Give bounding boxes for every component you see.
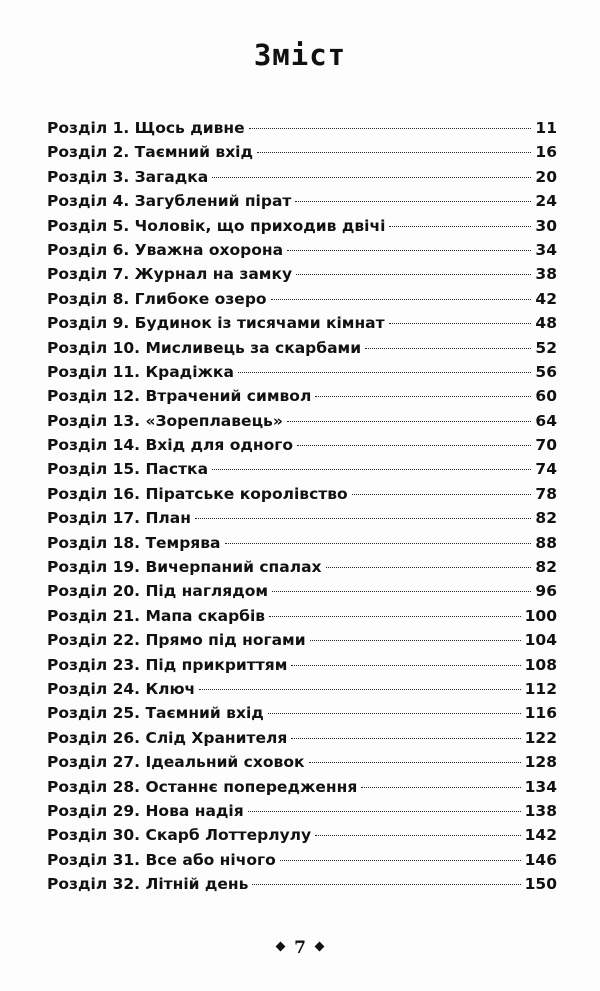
chapter-title: Розділ 12. Втрачений символ [47, 387, 312, 406]
chapter-page-number: 82 [535, 558, 557, 577]
chapter-title: Розділ 3. Загадка [47, 167, 209, 186]
chapter-page-number: 74 [535, 460, 557, 479]
toc-entry [47, 433, 557, 457]
chapter-title: Розділ 6. Уважна охорона [47, 240, 284, 259]
chapter-title: Розділ 23. Під прикриттям [47, 655, 288, 674]
chapter-page-number: 34 [535, 240, 557, 259]
dot-leader [287, 421, 531, 422]
chapter-page-number: 38 [535, 265, 557, 284]
chapter-page-number: 122 [524, 728, 557, 747]
chapter-title: Розділ 25. Таємний вхід [47, 704, 264, 723]
dot-leader [296, 274, 531, 275]
chapter-title: Розділ 2. Таємний вхід [47, 143, 254, 162]
chapter-title: Розділ 8. Глибоке озеро [47, 289, 267, 308]
dot-leader [280, 860, 521, 861]
dot-leader [389, 226, 531, 227]
toc-entry [47, 140, 557, 164]
dot-leader [291, 665, 520, 666]
dot-leader [271, 299, 531, 300]
toc-entry [47, 238, 557, 262]
page-number: 7 [294, 938, 306, 958]
toc-entry [47, 506, 557, 530]
chapter-title: Розділ 28. Останнє попередження [47, 777, 358, 796]
chapter-title: Розділ 11. Крадіжка [47, 362, 234, 381]
chapter-title: Розділ 1. Щось дивне [47, 119, 245, 137]
chapter-title: Розділ 15. Пастка [47, 460, 209, 479]
toc-entry [47, 262, 557, 286]
toc-entry [47, 555, 557, 579]
dot-leader [309, 762, 521, 763]
chapter-page-number: 128 [524, 753, 557, 772]
chapter-title: Розділ 30. Скарб Лоттерлулу [47, 826, 312, 845]
dot-leader [269, 616, 521, 617]
dot-leader [365, 348, 531, 349]
dot-leader [272, 591, 531, 592]
chapter-title: Розділ 26. Слід Хранителя [47, 728, 288, 747]
chapter-title: Розділ 32. Літній день [47, 875, 249, 894]
toc-entry [47, 311, 557, 335]
chapter-page-number: 150 [524, 875, 557, 894]
dot-leader [252, 884, 520, 885]
page-title: Зміст [253, 38, 347, 72]
chapter-title: Розділ 31. Все або нічого [47, 850, 276, 869]
table-of-contents [47, 116, 557, 897]
dot-leader [257, 152, 531, 153]
dot-leader [291, 738, 520, 739]
chapter-page-number: 20 [535, 167, 557, 186]
toc-entry [47, 750, 557, 774]
chapter-page-number: 16 [535, 143, 557, 162]
toc-entry [47, 726, 557, 750]
toc-entry [47, 653, 557, 677]
chapter-title: Розділ 22. Прямо під ногами [47, 631, 306, 650]
dot-leader [326, 567, 531, 568]
dot-leader [315, 396, 531, 397]
toc-entry [47, 579, 557, 603]
toc-entry [47, 384, 557, 408]
chapter-page-number: 88 [535, 533, 557, 552]
chapter-page-number: 96 [535, 582, 557, 601]
toc-entry [47, 116, 557, 140]
diamond-ornament-icon [276, 942, 286, 952]
toc-entry [47, 604, 557, 628]
toc-entry [47, 214, 557, 238]
chapter-page-number: 142 [524, 826, 557, 845]
dot-leader [295, 201, 531, 202]
chapter-page-number: 64 [535, 411, 557, 430]
toc-entry [47, 482, 557, 506]
toc-entry [47, 189, 557, 213]
dot-leader [212, 469, 531, 470]
toc-entry [47, 701, 557, 725]
chapter-title: Розділ 13. «Зореплавець» [47, 411, 283, 430]
chapter-page-number: 138 [524, 801, 557, 820]
toc-entry [47, 848, 557, 872]
chapter-title: Розділ 20. Під наглядом [47, 582, 269, 601]
chapter-page-number: 100 [524, 606, 557, 625]
chapter-page-number: 24 [535, 192, 557, 211]
chapter-title: Розділ 10. Мисливець за скарбами [47, 338, 362, 357]
diamond-ornament-icon [314, 942, 324, 952]
toc-entry [47, 799, 557, 823]
dot-leader [287, 250, 531, 251]
chapter-page-number: 112 [524, 679, 557, 698]
chapter-page-number: 60 [535, 387, 557, 406]
chapter-page-number: 70 [535, 436, 557, 455]
toc-entry [47, 409, 557, 433]
chapter-page-number: 48 [535, 314, 557, 333]
chapter-page-number: 104 [524, 631, 557, 650]
chapter-title: Розділ 16. Піратське королівство [47, 484, 348, 503]
dot-leader [361, 787, 520, 788]
chapter-title: Розділ 4. Загублений пірат [47, 192, 292, 211]
chapter-title: Розділ 14. Вхід для одного [47, 436, 293, 455]
toc-entry [47, 457, 557, 481]
dot-leader [249, 128, 531, 129]
chapter-title: Розділ 9. Будинок із тисячами кімнат [47, 314, 385, 333]
toc-entry [47, 531, 557, 555]
chapter-page-number: 52 [535, 338, 557, 357]
dot-leader [238, 372, 531, 373]
chapter-title: Розділ 19. Вичерпаний спалах [47, 558, 322, 577]
chapter-title: Розділ 24. Ключ [47, 679, 196, 698]
dot-leader [352, 494, 531, 495]
toc-entry [47, 628, 557, 652]
dot-leader [225, 543, 531, 544]
toc-entry [47, 336, 557, 360]
dot-leader [297, 445, 531, 446]
dot-leader [268, 713, 521, 714]
dot-leader [195, 518, 531, 519]
chapter-page-number: 108 [524, 655, 557, 674]
chapter-title: Розділ 7. Журнал на замку [47, 265, 293, 284]
chapter-title: Розділ 21. Мапа скарбів [47, 606, 266, 625]
chapter-page-number: 116 [524, 704, 557, 723]
chapter-title: Розділ 18. Темрява [47, 533, 221, 552]
page-footer [0, 938, 600, 958]
toc-entry [47, 823, 557, 847]
toc-entry [47, 677, 557, 701]
chapter-page-number: 56 [535, 362, 557, 381]
dot-leader [212, 177, 531, 178]
chapter-page-number: 82 [535, 509, 557, 528]
chapter-title: Розділ 17. План [47, 509, 191, 528]
toc-entry [47, 165, 557, 189]
toc-entry [47, 775, 557, 799]
chapter-page-number: 11 [535, 119, 557, 137]
chapter-title: Розділ 27. Ідеальний сховок [47, 753, 305, 772]
dot-leader [248, 811, 521, 812]
dot-leader [389, 323, 531, 324]
dot-leader [310, 640, 521, 641]
dot-leader [315, 835, 521, 836]
toc-entry [47, 872, 557, 896]
dot-leader [199, 689, 520, 690]
chapter-page-number: 30 [535, 216, 557, 235]
chapter-page-number: 146 [524, 850, 557, 869]
chapter-page-number: 78 [535, 484, 557, 503]
chapter-page-number: 134 [524, 777, 557, 796]
chapter-title: Розділ 5. Чоловік, що приходив двічі [47, 216, 386, 235]
toc-entry [47, 360, 557, 384]
toc-entry [47, 287, 557, 311]
chapter-title: Розділ 29. Нова надія [47, 801, 244, 820]
chapter-page-number: 42 [535, 289, 557, 308]
